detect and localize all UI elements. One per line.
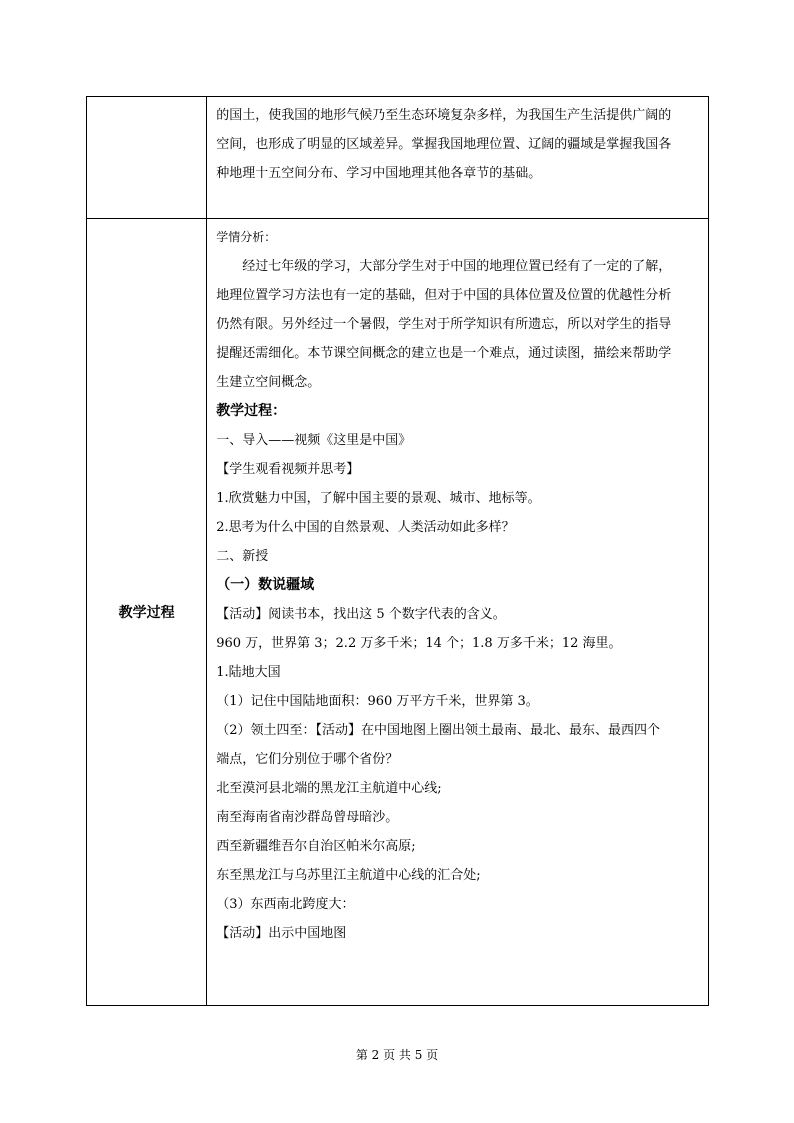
- list-item: 【学生观看视频并思考】: [216, 462, 360, 477]
- list-item: 1.陆地大国: [216, 665, 281, 680]
- list-item: 二、新授: [216, 549, 269, 564]
- paragraph-line: 经过七年级的学习，大部分学生对于中国的地理位置已经有了一定的了解，: [242, 259, 672, 274]
- paragraph-line: 空间，也形成了明显的区域差异。掌握我国地理位置、辽阔的疆域是掌握我国各: [216, 137, 672, 152]
- list-item: 【活动】出示中国地图: [216, 926, 347, 941]
- list-item: 西至新疆维吾尔自治区帕米尔高原;: [216, 839, 416, 854]
- list-item: 1.欣赏魅力中国，了解中国主要的景观、城市、地标等。: [216, 491, 541, 506]
- list-item: 2.思考为什么中国的自然景观、人类活动如此多样？: [216, 520, 515, 535]
- list-item: 一、导入——视频《这里是中国》: [216, 433, 412, 448]
- list-item: 南至海南省南沙群岛曾母暗沙。: [216, 810, 399, 825]
- paragraph-line: 地理位置学习方法也有一定的基础，但对于中国的具体位置及位置的优越性分析: [216, 288, 672, 303]
- page-footer: 第 2 页 共 5 页: [355, 1048, 439, 1062]
- list-item: （1）记住中国陆地面积：960 万平方千米，世界第 3。: [216, 694, 539, 709]
- list-item: 东至黑龙江与乌苏里江主航道中心线的汇合处;: [216, 868, 481, 883]
- paragraph-line: 提醒还需细化。本节课空间概念的建立也是一个难点，通过读图，描绘来帮助学: [216, 346, 672, 361]
- content-cell: [207, 97, 709, 219]
- paragraph-line: 的国土，使我国的地形气候乃至生态环境复杂多样，为我国生产生活提供广阔的: [216, 108, 672, 123]
- analysis-label: 学情分析：: [216, 230, 277, 244]
- document-table: [86, 96, 709, 1006]
- list-item: 960 万，世界第 3；2.2 万多千米；14 个；1.8 万多千米；12 海里。: [216, 636, 622, 651]
- row-label-cell: 教学过程: [87, 219, 207, 1006]
- table-row: [87, 219, 709, 1006]
- paragraph-line: 生建立空间概念。: [216, 375, 321, 390]
- table-row: [87, 97, 709, 219]
- list-item: 【活动】阅读书本，找出这 5 个数字代表的含义。: [216, 607, 506, 622]
- paragraph-line: 仍然有限。另外经过一个暑假，学生对于所学知识有所遗忘，所以对学生的指导: [216, 317, 672, 332]
- section-heading: 教学过程：: [216, 403, 287, 419]
- row-label-cell: [87, 97, 207, 219]
- subsection-heading: （一）数说疆域: [216, 577, 315, 593]
- content-cell: [207, 219, 709, 1006]
- paragraph-line: 种地理十五空间分布、学习中国地理其他各章节的基础。: [216, 166, 542, 181]
- list-item: （3）东西南北跨度大：: [216, 897, 355, 912]
- list-item: 端点，它们分别位于哪个省份？: [216, 752, 399, 767]
- list-item: 北至漠河县北端的黑龙江主航道中心线;: [216, 781, 442, 796]
- list-item: （2）领土四至：【活动】在中国地图上圈出领土最南、最北、最东、最西四个: [216, 723, 660, 738]
